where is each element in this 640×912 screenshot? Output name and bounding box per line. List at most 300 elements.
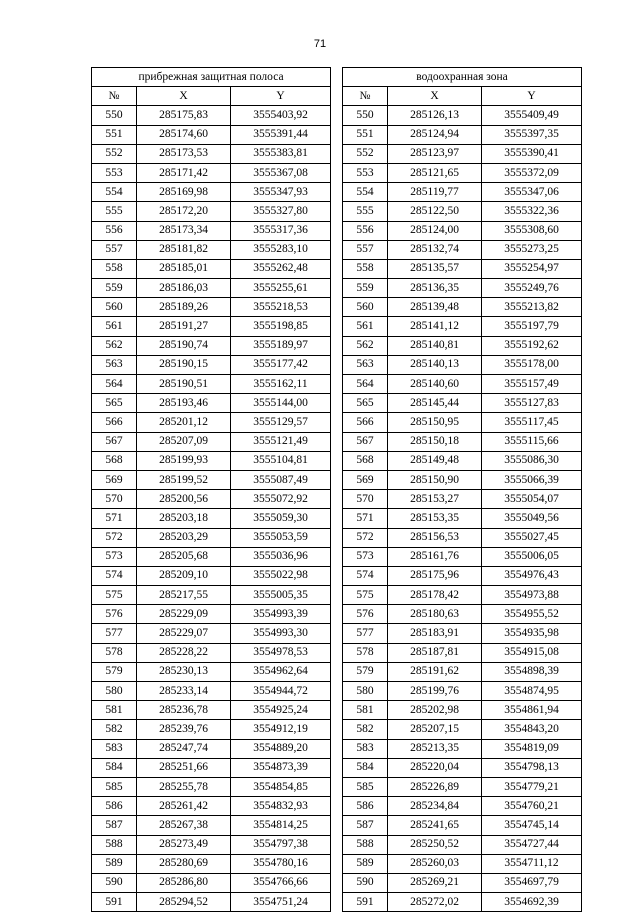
point-number-cell: 591: [92, 893, 137, 912]
point-number-cell: 569: [92, 470, 137, 489]
table-row: [92, 144, 331, 163]
x-coordinate-cell: 285228,22: [137, 643, 231, 662]
table-row: [343, 240, 582, 259]
table-row: [92, 854, 331, 873]
column-header-y: Y: [482, 87, 582, 106]
table-row: [343, 355, 582, 374]
y-coordinate-cell: 3555254,97: [482, 259, 582, 278]
table-row: [92, 720, 331, 739]
x-coordinate-cell: 285269,21: [388, 873, 482, 892]
table-row: [92, 202, 331, 221]
table-row: [343, 125, 582, 144]
x-coordinate-cell: 285251,66: [137, 758, 231, 777]
x-coordinate-cell: 285190,15: [137, 355, 231, 374]
y-coordinate-cell: 3554973,88: [482, 586, 582, 605]
y-coordinate-cell: 3555049,56: [482, 509, 582, 528]
x-coordinate-cell: 285145,44: [388, 394, 482, 413]
x-coordinate-cell: 285174,60: [137, 125, 231, 144]
y-coordinate-cell: 3555006,05: [482, 547, 582, 566]
y-coordinate-cell: 3555121,49: [231, 432, 331, 451]
point-number-cell: 591: [343, 893, 388, 912]
x-coordinate-cell: 285172,20: [137, 202, 231, 221]
table-row: [343, 605, 582, 624]
table-row: [343, 682, 582, 701]
y-coordinate-cell: 3555144,00: [231, 394, 331, 413]
y-coordinate-cell: 3555347,06: [482, 183, 582, 202]
point-number-cell: 590: [92, 873, 137, 892]
point-number-cell: 589: [92, 854, 137, 873]
point-number-cell: 565: [92, 394, 137, 413]
table-row: [92, 490, 331, 509]
y-coordinate-cell: 3554925,24: [231, 701, 331, 720]
point-number-cell: 584: [92, 758, 137, 777]
water-protection-zone-table: [342, 67, 582, 912]
y-coordinate-cell: 3555383,81: [231, 144, 331, 163]
point-number-cell: 564: [343, 375, 388, 394]
table-row: [343, 394, 582, 413]
y-coordinate-cell: 3555283,10: [231, 240, 331, 259]
point-number-cell: 580: [343, 682, 388, 701]
x-coordinate-cell: 285191,62: [388, 662, 482, 681]
table-row: [92, 394, 331, 413]
table-row: [343, 547, 582, 566]
point-number-cell: 571: [92, 509, 137, 528]
point-number-cell: 583: [343, 739, 388, 758]
table-row: [92, 375, 331, 394]
y-coordinate-cell: 3554944,72: [231, 682, 331, 701]
point-number-cell: 554: [92, 183, 137, 202]
y-coordinate-cell: 3555005,35: [231, 586, 331, 605]
x-coordinate-cell: 285150,18: [388, 432, 482, 451]
y-coordinate-cell: 3554727,44: [482, 835, 582, 854]
table-row: [92, 528, 331, 547]
x-coordinate-cell: 285199,52: [137, 470, 231, 489]
point-number-cell: 554: [343, 183, 388, 202]
point-number-cell: 557: [92, 240, 137, 259]
table-row: [92, 470, 331, 489]
x-coordinate-cell: 285156,53: [388, 528, 482, 547]
point-number-cell: 558: [343, 259, 388, 278]
y-coordinate-cell: 3554832,93: [231, 797, 331, 816]
y-coordinate-cell: 3555327,80: [231, 202, 331, 221]
y-coordinate-cell: 3555403,92: [231, 106, 331, 125]
point-number-cell: 586: [343, 797, 388, 816]
point-number-cell: 570: [92, 490, 137, 509]
table-row: [343, 816, 582, 835]
point-number-cell: 570: [343, 490, 388, 509]
point-number-cell: 566: [92, 413, 137, 432]
x-coordinate-cell: 285189,26: [137, 298, 231, 317]
point-number-cell: 553: [343, 163, 388, 182]
x-coordinate-cell: 285132,74: [388, 240, 482, 259]
table-row: [343, 893, 582, 912]
x-coordinate-cell: 285193,46: [137, 394, 231, 413]
y-coordinate-cell: 3554898,39: [482, 662, 582, 681]
x-coordinate-cell: 285247,74: [137, 739, 231, 758]
x-coordinate-cell: 285180,63: [388, 605, 482, 624]
point-number-cell: 580: [92, 682, 137, 701]
y-coordinate-cell: 3554760,21: [482, 797, 582, 816]
point-number-cell: 555: [343, 202, 388, 221]
y-coordinate-cell: 3554935,98: [482, 624, 582, 643]
point-number-cell: 572: [343, 528, 388, 547]
y-coordinate-cell: 3554711,12: [482, 854, 582, 873]
x-coordinate-cell: 285119,77: [388, 183, 482, 202]
table-body: [92, 106, 331, 912]
x-coordinate-cell: 285250,52: [388, 835, 482, 854]
y-coordinate-cell: 3554874,95: [482, 682, 582, 701]
table-row: [92, 873, 331, 892]
x-coordinate-cell: 285149,48: [388, 451, 482, 470]
y-coordinate-cell: 3555059,30: [231, 509, 331, 528]
table-row: [343, 528, 582, 547]
x-coordinate-cell: 285190,74: [137, 336, 231, 355]
table-row: [92, 739, 331, 758]
x-coordinate-cell: 285173,53: [137, 144, 231, 163]
table-row: [343, 739, 582, 758]
x-coordinate-cell: 285255,78: [137, 777, 231, 796]
y-coordinate-cell: 3554955,52: [482, 605, 582, 624]
table-row: [343, 835, 582, 854]
table-title: водоохранная зона: [343, 68, 582, 87]
y-coordinate-cell: 3555409,49: [482, 106, 582, 125]
table-row: [343, 279, 582, 298]
point-number-cell: 579: [92, 662, 137, 681]
x-coordinate-cell: 285150,95: [388, 413, 482, 432]
table-row: [92, 643, 331, 662]
point-number-cell: 561: [92, 317, 137, 336]
point-number-cell: 558: [92, 259, 137, 278]
point-number-cell: 562: [343, 336, 388, 355]
point-number-cell: 552: [92, 144, 137, 163]
point-number-cell: 568: [343, 451, 388, 470]
x-coordinate-cell: 285226,89: [388, 777, 482, 796]
x-coordinate-cell: 285200,56: [137, 490, 231, 509]
y-coordinate-cell: 3554697,79: [482, 873, 582, 892]
x-coordinate-cell: 285153,27: [388, 490, 482, 509]
point-number-cell: 587: [92, 816, 137, 835]
table-row: [343, 854, 582, 873]
point-number-cell: 578: [343, 643, 388, 662]
table-row: [343, 375, 582, 394]
y-coordinate-cell: 3554780,16: [231, 854, 331, 873]
y-coordinate-cell: 3555262,48: [231, 259, 331, 278]
point-number-cell: 567: [343, 432, 388, 451]
point-number-cell: 560: [343, 298, 388, 317]
table-row: [343, 144, 582, 163]
table-row: [343, 777, 582, 796]
point-number-cell: 577: [343, 624, 388, 643]
y-coordinate-cell: 3554798,13: [482, 758, 582, 777]
table-row: [92, 259, 331, 278]
y-coordinate-cell: 3554751,24: [231, 893, 331, 912]
x-coordinate-cell: 285213,35: [388, 739, 482, 758]
y-coordinate-cell: 3554889,20: [231, 739, 331, 758]
y-coordinate-cell: 3555129,57: [231, 413, 331, 432]
y-coordinate-cell: 3554915,08: [482, 643, 582, 662]
point-number-cell: 575: [343, 586, 388, 605]
x-coordinate-cell: 285178,42: [388, 586, 482, 605]
table-row: [343, 183, 582, 202]
x-coordinate-cell: 285187,81: [388, 643, 482, 662]
table-row: [92, 183, 331, 202]
table-row: [343, 317, 582, 336]
point-number-cell: 562: [92, 336, 137, 355]
y-coordinate-cell: 3555027,45: [482, 528, 582, 547]
table-row: [343, 490, 582, 509]
y-coordinate-cell: 3555273,25: [482, 240, 582, 259]
point-number-cell: 560: [92, 298, 137, 317]
x-coordinate-cell: 285280,69: [137, 854, 231, 873]
x-coordinate-cell: 285124,94: [388, 125, 482, 144]
x-coordinate-cell: 285207,09: [137, 432, 231, 451]
x-coordinate-cell: 285203,29: [137, 528, 231, 547]
table-row: [92, 758, 331, 777]
x-coordinate-cell: 285126,13: [388, 106, 482, 125]
table-row: [343, 873, 582, 892]
x-coordinate-cell: 285217,55: [137, 586, 231, 605]
x-coordinate-cell: 285140,60: [388, 375, 482, 394]
y-coordinate-cell: 3555189,97: [231, 336, 331, 355]
table-row: [92, 605, 331, 624]
x-coordinate-cell: 285140,81: [388, 336, 482, 355]
table-row: [343, 624, 582, 643]
table-row: [92, 701, 331, 720]
table-row: [343, 432, 582, 451]
column-header-x: X: [388, 87, 482, 106]
x-coordinate-cell: 285239,76: [137, 720, 231, 739]
point-number-cell: 585: [343, 777, 388, 796]
y-coordinate-cell: 3554843,20: [482, 720, 582, 739]
y-coordinate-cell: 3555213,82: [482, 298, 582, 317]
x-coordinate-cell: 285123,97: [388, 144, 482, 163]
table-row: [92, 413, 331, 432]
point-number-cell: 586: [92, 797, 137, 816]
point-number-cell: 553: [92, 163, 137, 182]
point-number-cell: 584: [343, 758, 388, 777]
table-row: [92, 279, 331, 298]
coastal-protection-strip-table: [91, 67, 331, 912]
point-number-cell: 590: [343, 873, 388, 892]
table-row: [343, 701, 582, 720]
table-row: [92, 893, 331, 912]
table-row: [92, 221, 331, 240]
x-coordinate-cell: 285185,01: [137, 259, 231, 278]
point-number-cell: 556: [92, 221, 137, 240]
x-coordinate-cell: 285201,12: [137, 413, 231, 432]
point-number-cell: 566: [343, 413, 388, 432]
y-coordinate-cell: 3555072,92: [231, 490, 331, 509]
y-coordinate-cell: 3555104,81: [231, 451, 331, 470]
x-coordinate-cell: 285153,35: [388, 509, 482, 528]
table-row: [343, 643, 582, 662]
x-coordinate-cell: 285273,49: [137, 835, 231, 854]
point-number-cell: 555: [92, 202, 137, 221]
table-row: [343, 413, 582, 432]
point-number-cell: 551: [343, 125, 388, 144]
table-row: [92, 566, 331, 585]
x-coordinate-cell: 285230,13: [137, 662, 231, 681]
x-coordinate-cell: 285202,98: [388, 701, 482, 720]
point-number-cell: 557: [343, 240, 388, 259]
point-number-cell: 576: [343, 605, 388, 624]
x-coordinate-cell: 285233,14: [137, 682, 231, 701]
y-coordinate-cell: 3555367,08: [231, 163, 331, 182]
y-coordinate-cell: 3555162,11: [231, 375, 331, 394]
y-coordinate-cell: 3555372,09: [482, 163, 582, 182]
x-coordinate-cell: 285191,27: [137, 317, 231, 336]
table-row: [92, 163, 331, 182]
point-number-cell: 571: [343, 509, 388, 528]
x-coordinate-cell: 285267,38: [137, 816, 231, 835]
y-coordinate-cell: 3555390,41: [482, 144, 582, 163]
point-number-cell: 565: [343, 394, 388, 413]
y-coordinate-cell: 3555022,98: [231, 566, 331, 585]
x-coordinate-cell: 285261,42: [137, 797, 231, 816]
x-coordinate-cell: 285122,50: [388, 202, 482, 221]
y-coordinate-cell: 3555178,00: [482, 355, 582, 374]
table-row: [92, 336, 331, 355]
point-number-cell: 583: [92, 739, 137, 758]
point-number-cell: 559: [343, 279, 388, 298]
x-coordinate-cell: 285220,04: [388, 758, 482, 777]
x-coordinate-cell: 285135,57: [388, 259, 482, 278]
table-row: [343, 298, 582, 317]
column-header-y: Y: [231, 87, 331, 106]
table-row: [343, 106, 582, 125]
point-number-cell: 550: [343, 106, 388, 125]
table-row: [92, 240, 331, 259]
y-coordinate-cell: 3555177,42: [231, 355, 331, 374]
x-coordinate-cell: 285161,76: [388, 547, 482, 566]
table-row: [92, 662, 331, 681]
x-coordinate-cell: 285229,07: [137, 624, 231, 643]
table-row: [343, 797, 582, 816]
point-number-cell: 561: [343, 317, 388, 336]
x-coordinate-cell: 285171,42: [137, 163, 231, 182]
y-coordinate-cell: 3555192,62: [482, 336, 582, 355]
y-coordinate-cell: 3554912,19: [231, 720, 331, 739]
point-number-cell: 581: [343, 701, 388, 720]
x-coordinate-cell: 285124,00: [388, 221, 482, 240]
x-coordinate-cell: 285183,91: [388, 624, 482, 643]
y-coordinate-cell: 3555087,49: [231, 470, 331, 489]
y-coordinate-cell: 3554873,39: [231, 758, 331, 777]
y-coordinate-cell: 3554766,66: [231, 873, 331, 892]
y-coordinate-cell: 3555391,44: [231, 125, 331, 144]
point-number-cell: 582: [92, 720, 137, 739]
y-coordinate-cell: 3555036,96: [231, 547, 331, 566]
x-coordinate-cell: 285203,18: [137, 509, 231, 528]
table-row: [92, 547, 331, 566]
x-coordinate-cell: 285173,34: [137, 221, 231, 240]
table-body: [343, 106, 582, 912]
x-coordinate-cell: 285150,90: [388, 470, 482, 489]
y-coordinate-cell: 3555198,85: [231, 317, 331, 336]
point-number-cell: 573: [92, 547, 137, 566]
y-coordinate-cell: 3555197,79: [482, 317, 582, 336]
y-coordinate-cell: 3555054,07: [482, 490, 582, 509]
point-number-cell: 588: [343, 835, 388, 854]
table-row: [92, 816, 331, 835]
x-coordinate-cell: 285241,65: [388, 816, 482, 835]
point-number-cell: 559: [92, 279, 137, 298]
point-number-cell: 569: [343, 470, 388, 489]
table-row: [92, 835, 331, 854]
page-number: 71: [313, 38, 327, 50]
table-title: прибрежная защитная полоса: [92, 68, 331, 87]
y-coordinate-cell: 3555157,49: [482, 375, 582, 394]
table-row: [343, 509, 582, 528]
column-header-number: №: [92, 87, 137, 106]
table-row: [343, 336, 582, 355]
y-coordinate-cell: 3555308,60: [482, 221, 582, 240]
point-number-cell: 585: [92, 777, 137, 796]
point-number-cell: 578: [92, 643, 137, 662]
point-number-cell: 579: [343, 662, 388, 681]
x-coordinate-cell: 285190,51: [137, 375, 231, 394]
table-row: [343, 566, 582, 585]
table-row: [343, 202, 582, 221]
point-number-cell: 567: [92, 432, 137, 451]
table-row: [343, 758, 582, 777]
point-number-cell: 582: [343, 720, 388, 739]
table-row: [343, 221, 582, 240]
y-coordinate-cell: 3555218,53: [231, 298, 331, 317]
table-row: [343, 720, 582, 739]
x-coordinate-cell: 285207,15: [388, 720, 482, 739]
x-coordinate-cell: 285229,09: [137, 605, 231, 624]
y-coordinate-cell: 3554692,39: [482, 893, 582, 912]
y-coordinate-cell: 3554819,09: [482, 739, 582, 758]
point-number-cell: 581: [92, 701, 137, 720]
table-row: [92, 682, 331, 701]
y-coordinate-cell: 3555066,39: [482, 470, 582, 489]
y-coordinate-cell: 3554745,14: [482, 816, 582, 835]
x-coordinate-cell: 285175,96: [388, 566, 482, 585]
x-coordinate-cell: 285139,48: [388, 298, 482, 317]
table-row: [343, 470, 582, 489]
table-row: [343, 451, 582, 470]
point-number-cell: 564: [92, 375, 137, 394]
x-coordinate-cell: 285236,78: [137, 701, 231, 720]
point-number-cell: 563: [92, 355, 137, 374]
y-coordinate-cell: 3555117,45: [482, 413, 582, 432]
table-row: [343, 586, 582, 605]
y-coordinate-cell: 3555053,59: [231, 528, 331, 547]
y-coordinate-cell: 3554976,43: [482, 566, 582, 585]
table-row: [92, 106, 331, 125]
table-row: [92, 451, 331, 470]
point-number-cell: 551: [92, 125, 137, 144]
y-coordinate-cell: 3555322,36: [482, 202, 582, 221]
table-row: [343, 259, 582, 278]
y-coordinate-cell: 3554854,85: [231, 777, 331, 796]
x-coordinate-cell: 285136,35: [388, 279, 482, 298]
x-coordinate-cell: 285234,84: [388, 797, 482, 816]
x-coordinate-cell: 285141,12: [388, 317, 482, 336]
column-header-number: №: [343, 87, 388, 106]
table-row: [92, 777, 331, 796]
point-number-cell: 576: [92, 605, 137, 624]
point-number-cell: 588: [92, 835, 137, 854]
y-coordinate-cell: 3555317,36: [231, 221, 331, 240]
point-number-cell: 574: [92, 566, 137, 585]
point-number-cell: 587: [343, 816, 388, 835]
column-header-x: X: [137, 87, 231, 106]
y-coordinate-cell: 3554962,64: [231, 662, 331, 681]
table-row: [92, 797, 331, 816]
